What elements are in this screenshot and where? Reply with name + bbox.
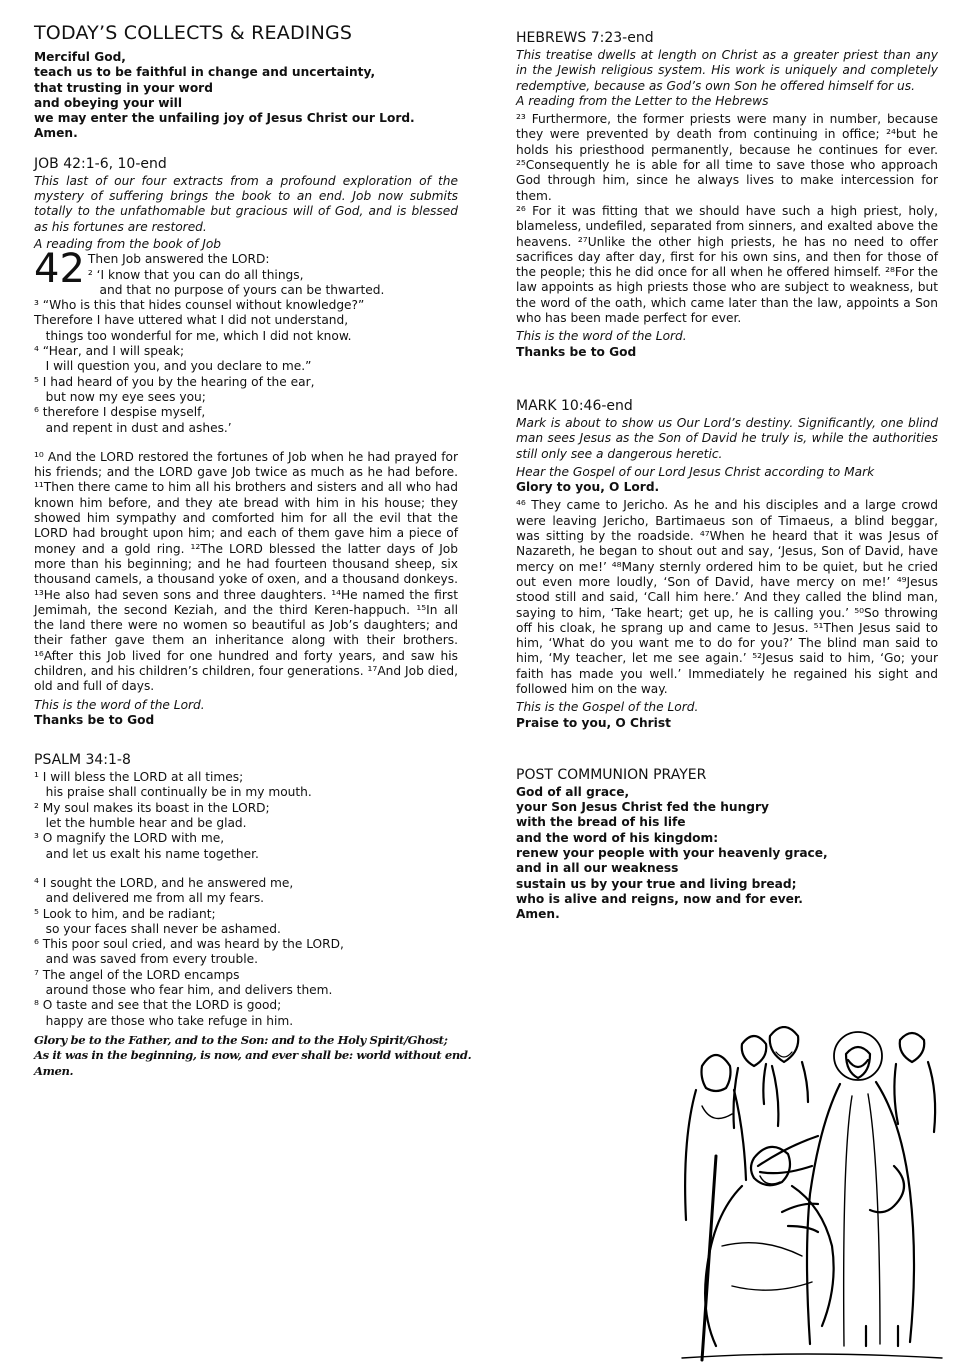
psalm-verse-line: ² My soul makes its boast in the LORD; <box>34 800 270 815</box>
psalm-verse-line: ³ O magnify the LORD with me, <box>34 831 225 846</box>
hebrews-announce: A reading from the Letter to the Hebrews <box>516 93 769 108</box>
post-communion-prayer <box>516 785 938 923</box>
post-communion-line: your Son Jesus Christ fed the hungry <box>516 800 769 815</box>
hebrews-intro: This treatise dwells at length on Christ as a greater priest than any in the Jewish religious system. His work is uniquely and completely redemptive, because as God’s own Son he offered himself for us. <box>516 48 938 93</box>
psalm-heading: PSALM 34:1-8 <box>34 752 131 769</box>
post-communion-line: God of all grace, <box>516 784 630 799</box>
hebrews-response: Thanks be to God <box>516 344 637 359</box>
psalm-stanza-2 <box>34 876 458 1029</box>
post-communion-heading: POST COMMUNION PRAYER <box>516 766 707 783</box>
psalm-stanza-1 <box>34 770 458 862</box>
collect-line: teach us to be faithful in change and uncertainty, <box>34 65 376 80</box>
job-close: This is the word of the Lord. <box>34 697 205 712</box>
gloria-line: Glory be to the Father, and to the Son: and to the Holy Spirit/Ghost; <box>34 1032 448 1047</box>
collect-line: and obeying your will <box>34 95 183 110</box>
chapter-number: 42 <box>34 246 85 293</box>
mark-heading: MARK 10:46-end <box>516 397 633 414</box>
psalm-verse-line: and was saved from every trouble. <box>34 952 258 967</box>
job-intro: This last of our four extracts from a profound exploration of the mystery of suffering brings the book to an end. Job now submits totally to the unfathomable but gracious will of God, and is blessed as his fortunes are restored. <box>34 173 458 234</box>
hebrews-close: This is the word of the Lord. <box>516 329 687 344</box>
job-poetry <box>34 246 458 436</box>
psalm-verse-line: ⁸ O taste and see that the LORD is good; <box>34 998 282 1013</box>
post-communion-line: who is alive and reigns, now and for ever. <box>516 891 803 906</box>
collect-line: we may enter the unfailing joy of Jesus Christ our Lord. <box>34 111 415 126</box>
collect-line: Merciful God, <box>34 50 126 64</box>
psalm-verse-line: so your faces shall never be ashamed. <box>34 921 281 936</box>
gloria-line: As it was in the beginning, is now, and ever shall be: world without end. <box>34 1048 472 1063</box>
gloria <box>34 1032 472 1079</box>
psalm-verse-line: ¹ I will bless the LORD at all times; <box>34 770 244 785</box>
collect-line: that trusting in your word <box>34 80 213 95</box>
psalm-verse-line: happy are those who take refuge in him. <box>34 1013 294 1028</box>
page-title: TODAY’S COLLECTS & READINGS <box>34 22 353 44</box>
job-verse-line: but now my eye sees you; <box>34 389 206 404</box>
psalm-verse-line: ⁷ The angel of the LORD encamps <box>34 967 240 982</box>
post-communion-line: and the word of his kingdom: <box>516 830 719 845</box>
collect-line: Amen. <box>34 126 78 141</box>
job-heading: JOB 42:1-6, 10-end <box>34 155 167 172</box>
mark-response: Praise to you, O Christ <box>516 715 671 730</box>
psalm-verse-line: ⁵ Look to him, and be radiant; <box>34 906 216 921</box>
job-verse-line: and that no purpose of yours can be thwarted. <box>87 282 385 297</box>
post-communion-line: with the bread of his life <box>516 815 686 830</box>
collect-prayer <box>34 50 458 142</box>
job-verse-line: things too wonderful for me, which I did not know. <box>34 328 352 343</box>
mark-text: ⁴⁶ They came to Jericho. As he and his disciples and a large crowd were leaving Jericho, Bartimaeus son of Timaeus, a blind beggar, was sitting by the roadside. ⁴⁷When he heard that it was Jesus of Nazareth, he began to shout out and say, ‘Jesus, Son of David, have mercy on me!’ ⁴⁸Many sternly ordered him to be quiet, but he cried out even more loudly, ‘Son of David, have mercy on me!’ ⁴⁹Jesus stood still and said, ‘Call him here.’ And they called the blind man, saying to him, ‘Take heart; get up, he is calling you.’ ⁵⁰So throwing off his cloak, he sprang up and came to Jesus. ⁵¹Then Jesus said to him, ‘What do you want me to do for you?’ The blind man said to him, ‘My teacher, let me see again.’ ⁵²Jesus said to him, ‘Go; your faith has made you well.’ Immediately he regained his sight and followed him on the way. <box>516 498 938 696</box>
psalm-verse-line: let the humble hear and be glad. <box>34 816 247 831</box>
hebrews-p1: ²³ Furthermore, the former priests were many in number, because they were prevented by death from continuing in office; ²⁴but he holds his priesthood permanently, because he continues for ever. ²⁵Consequently he is able for all time to save those who approach God through him, since he always lives to make intercession for them. <box>516 112 938 203</box>
job-verse-line: ⁶ therefore I despise myself, <box>34 405 206 420</box>
psalm-verse-line: ⁶ This poor soul cried, and was heard by the LORD, <box>34 937 344 952</box>
post-communion-line: Amen. <box>516 907 560 922</box>
job-verse-line: ⁵ I had heard of you by the hearing of the ear, <box>34 374 315 389</box>
psalm-verse-line: around those who fear him, and delivers them. <box>34 983 333 998</box>
jesus-heals-bartimaeus-illustration <box>662 1026 952 1362</box>
psalm-verse-line: and delivered me from all my fears. <box>34 891 265 906</box>
job-verse-line: Therefore I have uttered what I did not understand, <box>34 313 349 328</box>
mark-announce: Hear the Gospel of our Lord Jesus Christ according to Mark <box>516 464 875 479</box>
right-column <box>516 30 938 923</box>
psalm-verse-line: his praise shall continually be in my mouth. <box>34 785 312 800</box>
job-verse-line: ² ‘I know that you can do all things, <box>87 267 304 282</box>
hebrews-heading: HEBREWS 7:23-end <box>516 30 654 46</box>
job-response: Thanks be to God <box>34 712 155 727</box>
job-verse-line: ³ “Who is this that hides counsel without knowledge?” <box>34 298 365 313</box>
post-communion-line: renew your people with your heavenly grace, <box>516 846 828 861</box>
post-communion-line: sustain us by your true and living bread; <box>516 876 797 891</box>
mark-close: This is the Gospel of the Lord. <box>516 700 699 715</box>
job-verse-line: and repent in dust and ashes.’ <box>34 420 232 435</box>
job-announce: A reading from the book of Job <box>34 236 222 251</box>
mark-intro: Mark is about to show us Our Lord’s destiny. Significantly, one blind man sees Jesus as the Son of David he truly is, while the authorities still only see a dangerous heretic. <box>516 415 938 461</box>
psalm-verse-line: ⁴ I sought the LORD, and he answered me, <box>34 875 294 890</box>
job-verse-line: Then Job answered the LORD: <box>87 252 270 267</box>
left-column <box>34 22 472 1079</box>
job-verse-line: I will question you, and you declare to me.” <box>34 359 312 374</box>
psalm-verse-line: and let us exalt his name together. <box>34 846 259 861</box>
hebrews-p2: ²⁶ For it was fitting that we should have such a high priest, holy, blameless, undefiled, separated from sinners, and exalted above the heavens. ²⁷Unlike the other high priests, he has no need to offer sacrifices day after day, first for his own sins, and then for those of the people; this he did once for all when he offered himself. ²⁸For the law appoints as high priests those who are subject to weakness, but the word of the oath, which came later than the law, appoints a Son who has been made perfect for ever. <box>516 203 938 326</box>
job-prose: ¹⁰ And the LORD restored the fortunes of Job when he had prayed for his friends; and the LORD gave Job twice as much as he had before. ¹¹Then there came to him all his brothers and sisters and all who had known him before, and they ate bread with him in his house; they showed him sympathy and comforted him for all the evil that the LORD had brought upon him; and each of them gave him a piece of money and a gold ring. ¹²The LORD blessed the latter days of Job more than his beginning; and he had fourteen thousand sheep, six thousand camels, a thousand yoke of oxen, and a thousand donkeys. ¹³He also had seven sons and three daughters. ¹⁴He named the first Jemimah, the second Keziah, and the third Keren-happuch. ¹⁵In all the land there were no women so beautiful as Job’s daughters; and their father gave them an inheritance along with their brothers. ¹⁶After this Job lived for one hundred and forty years, and saw his children, and his children’s children, four generations. ¹⁷And Job died, old and full of days. <box>34 449 458 694</box>
gloria-line: Amen. <box>34 1063 74 1078</box>
mark-announce-response: Glory to you, O Lord. <box>516 480 660 495</box>
post-communion-line: and in all our weakness <box>516 861 679 876</box>
job-verse-line: ⁴ “Hear, and I will speak; <box>34 344 185 359</box>
